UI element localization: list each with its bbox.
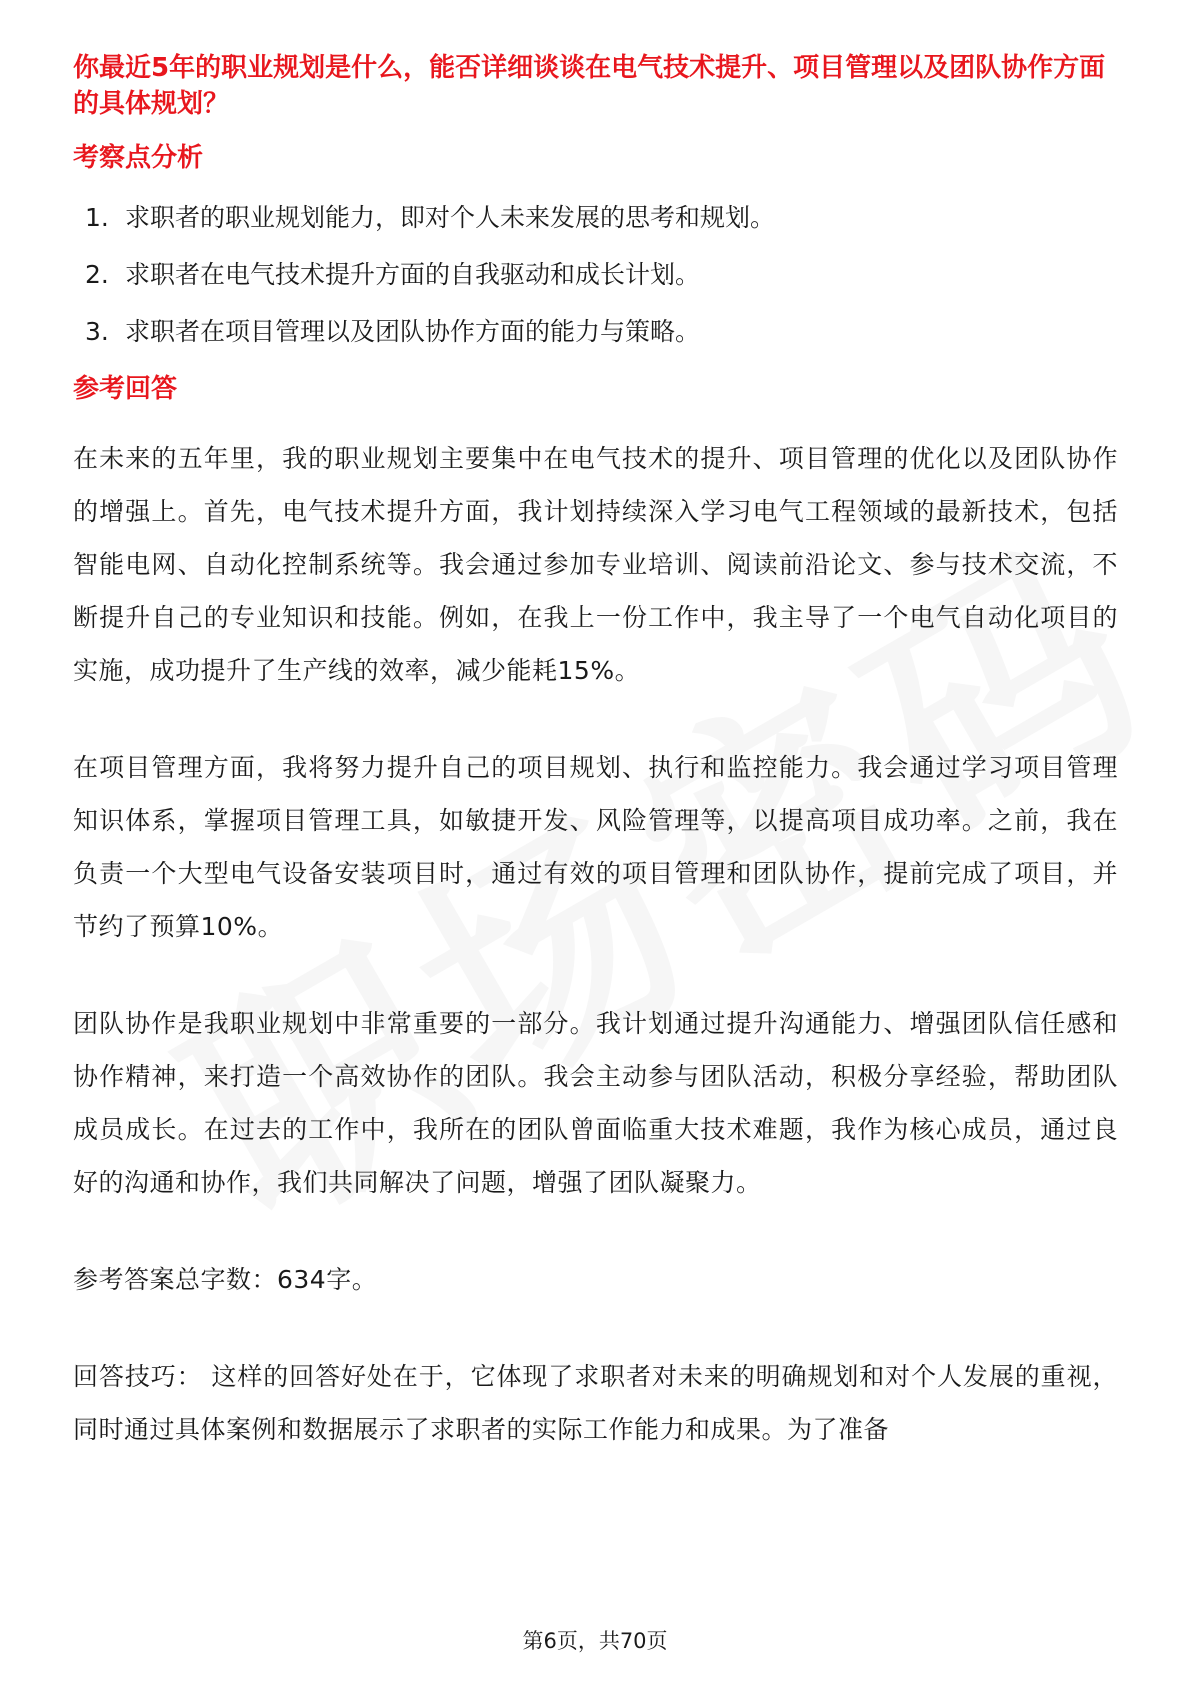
list-item-number: 3. bbox=[85, 317, 109, 346]
answer-heading: 参考回答 bbox=[73, 374, 178, 404]
analysis-points-list bbox=[73, 200, 1118, 350]
analysis-heading: 考察点分析 bbox=[73, 143, 204, 173]
list-item-number: 2. bbox=[85, 260, 109, 289]
list-item-text: 求职者在项目管理以及团队协作方面的能力与策略。 bbox=[125, 317, 701, 346]
word-count: 参考答案总字数：634字。 bbox=[73, 1265, 378, 1294]
document-page bbox=[73, 50, 1118, 1456]
answer-paragraph: 在项目管理方面，我将努力提升自己的项目规划、执行和监控能力。我会通过学习项目管理知识体系，掌握项目管理工具，如敏捷开发、风险管理等，以提高项目成功率。之前，我在负责一个大型电气设备安装项目时，通过有效的项目管理和团队协作，提前完成了项目，并节约了预算10%。 bbox=[73, 753, 1118, 941]
list-item bbox=[73, 314, 1118, 350]
question-title: 你最近5年的职业规划是什么，能否详细谈谈在电气技术提升、项目管理以及团队协作方面的具体规划？ bbox=[73, 53, 1106, 119]
list-item bbox=[73, 257, 1118, 293]
answer-paragraph: 团队协作是我职业规划中非常重要的一部分。我计划通过提升沟通能力、增强团队信任感和协作精神，来打造一个高效协作的团队。我会主动参与团队活动，积极分享经验，帮助团队成员成长。在过去的工作中，我所在的团队曾面临重大技术难题，我作为核心成员，通过良好的沟通和协作，我们共同解决了问题，增强了团队凝聚力。 bbox=[73, 1009, 1118, 1197]
list-item-text: 求职者的职业规划能力，即对个人未来发展的思考和规划。 bbox=[125, 203, 776, 232]
answer-tips: 回答技巧： 这样的回答好处在于，它体现了求职者对未来的明确规划和对个人发展的重视，同时通过具体案例和数据展示了求职者的实际工作能力和成果。为了准备 bbox=[73, 1362, 1118, 1444]
list-item-number: 1. bbox=[85, 203, 109, 232]
answer-paragraph: 在未来的五年里，我的职业规划主要集中在电气技术的提升、项目管理的优化以及团队协作的增强上。首先，电气技术提升方面，我计划持续深入学习电气工程领域的最新技术，包括智能电网、自动化控制系统等。我会通过参加专业培训、阅读前沿论文、参与技术交流，不断提升自己的专业知识和技能。例如，在我上一份工作中，我主导了一个电气自动化项目的实施，成功提升了生产线的效率，减少能耗15%。 bbox=[73, 444, 1118, 685]
list-item-text: 求职者在电气技术提升方面的自我驱动和成长计划。 bbox=[125, 260, 701, 289]
page-number: 第6页，共70页 bbox=[522, 1629, 668, 1653]
list-item bbox=[73, 200, 1118, 236]
